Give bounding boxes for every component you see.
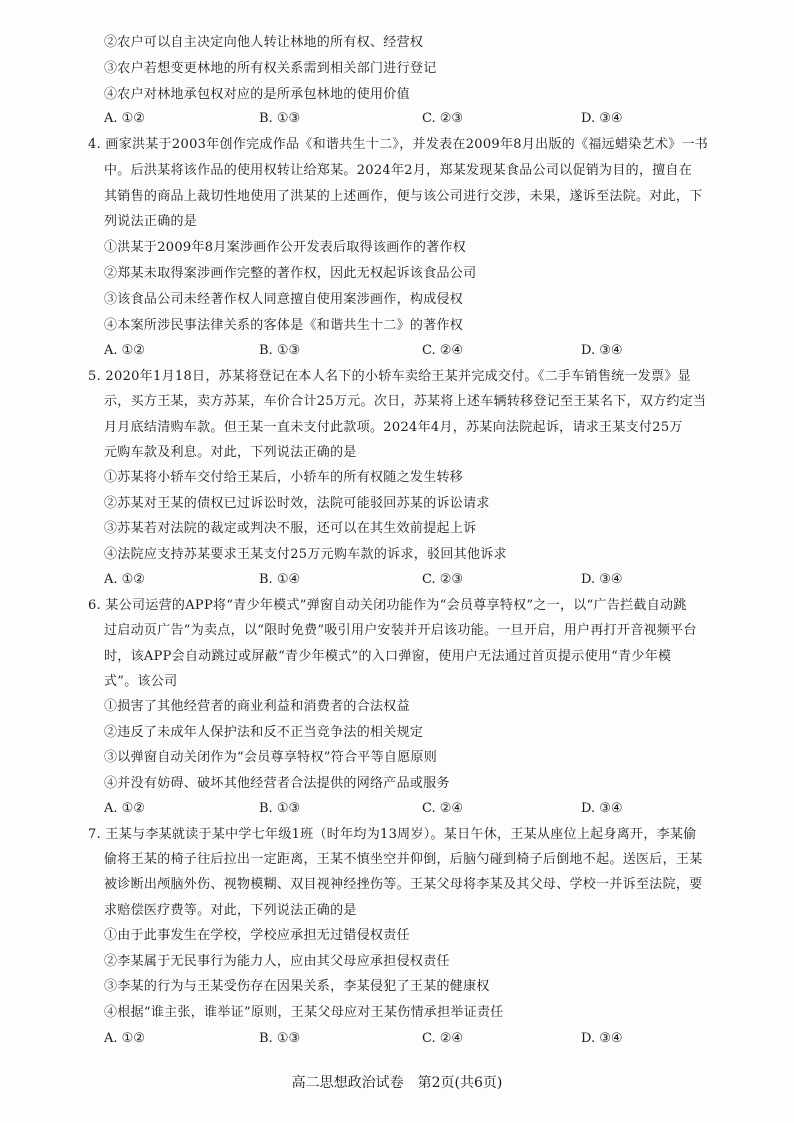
q4-option-c: C. ②④ <box>422 343 464 358</box>
q4-stem-line-3: 其销售的商品上裁切性地使用了洪某的上述画作，便与该公司进行交涉，未果，遂诉至法院。对此，下 <box>104 189 703 204</box>
q7-statement-4: ④根据“谁主张，谁举证”原则，王某父母应对王某伤情承担举证责任 <box>104 1005 504 1020</box>
q6-option-a: A. ①② <box>104 801 145 816</box>
q7-statement-3: ③李某的行为与王某受伤存在因果关系，李某侵犯了王某的健康权 <box>104 979 490 994</box>
q4-option-a: A. ①② <box>104 343 145 358</box>
q7-option-d: D. ③④ <box>581 1031 623 1046</box>
q6-stem-line-2: 过启动页广告”为卖点，以“限时免费”吸引用户安装并开启该功能。一旦开启，用户再打开音视频平台 <box>104 623 697 638</box>
q5-stem-line-2: 示，买方王某，卖方苏某，车价合计25万元。次日，苏某将上述车辆转移登记至王某名下，双方约定当 <box>104 394 707 409</box>
page-footer: 高二思想政治试卷 第2页(共6页) <box>291 1075 503 1091</box>
q4-statement-1: ①洪某于2009年8月案涉画作公开发表后取得该画作的著作权 <box>104 240 467 255</box>
q4-stem-line-2: 中。后洪某将该作品的使用权转让给郑某。2024年2月，郑某发现某食品公司以促销为目的，擅自在 <box>104 163 693 178</box>
q7-option-b: B. ①③ <box>259 1031 301 1046</box>
q5-option-c: C. ②③ <box>422 572 464 587</box>
q3-statement-2: ②农户可以自主决定向他人转让林地的所有权、经营权 <box>104 35 424 50</box>
q4-stem-line-1: 4. 画家洪某于2003年创作完成作品《和谐共生十二》，并发表在2009年8月出版的《福远蜡染艺术》一书 <box>88 137 709 152</box>
q7-stem-line-4: 求赔偿医疗费等。对此，下列说法正确的是 <box>104 903 357 918</box>
q6-statement-4: ④并没有妨碍、破坏其他经营者合法提供的网络产品或服务 <box>104 776 450 791</box>
q5-option-d: D. ③④ <box>581 572 623 587</box>
q6-statement-3: ③以弹窗自动关闭作为“会员尊享特权”符合平等自愿原则 <box>104 750 438 765</box>
q7-options <box>104 1030 744 1047</box>
q5-option-b: B. ①④ <box>259 572 301 587</box>
q3-option-d: D. ③④ <box>581 111 623 126</box>
q6-option-d: D. ③④ <box>581 801 623 816</box>
q3-option-c: C. ②③ <box>422 111 464 126</box>
q3-statement-4: ④农户对林地承包权对应的是所承包林地的使用价值 <box>104 87 410 102</box>
q7-statement-2: ②李某属于无民事行为能力人，应由其父母应承担侵权责任 <box>104 954 450 969</box>
q5-statement-4: ④法院应支持苏某要求王某支付25万元购车款的诉求，驳回其他诉求 <box>104 547 507 562</box>
q6-stem-line-1: 6. 某公司运营的APP将“青少年模式”弹窗自动关闭功能作为“会员尊享特权”之一，以“广告拦截自动跳 <box>88 598 687 613</box>
q6-options <box>104 800 744 817</box>
q4-options <box>104 342 744 359</box>
q4-option-d: D. ③④ <box>581 343 623 358</box>
q7-option-c: C. ②④ <box>422 1031 464 1046</box>
q5-statement-2: ②苏某对王某的债权已过诉讼时效，法院可能驳回苏某的诉讼请求 <box>104 496 490 511</box>
q6-stem-line-4: 式”。该公司 <box>104 674 178 689</box>
q5-options <box>104 571 744 588</box>
q5-statement-3: ③苏某若对法院的裁定或判决不服，还可以在其生效前提起上诉 <box>104 521 477 536</box>
q7-stem-line-1: 7. 王某与李某就读于某中学七年级1班（时年均为13周岁）。某日午休，王某从座位上起身离开，李某偷 <box>88 827 697 842</box>
q6-option-c: C. ②④ <box>422 801 464 816</box>
q5-stem-line-4: 元购车款及利息。对此，下列说法正确的是 <box>104 445 357 460</box>
q5-statement-1: ①苏某将小轿车交付给王某后，小轿车的所有权随之发生转移 <box>104 470 464 485</box>
q6-stem-line-3: 时，该APP会自动跳过或屏蔽“青少年模式”的入口弹窗，使用户无法通过首页提示使用“青少年模 <box>104 649 672 664</box>
q3-option-a: A. ①② <box>104 111 145 126</box>
q7-option-a: A. ①② <box>104 1031 145 1046</box>
q7-stem-line-3: 被诊断出颅脑外伤、视物模糊、双目视神经挫伤等。王某父母将李某及其父母、学校一并诉至法院，要 <box>104 877 703 892</box>
q7-statement-1: ①由于此事发生在学校，学校应承担无过错侵权责任 <box>104 928 410 943</box>
q6-statement-2: ②违反了未成年人保护法和反不正当竞争法的相关规定 <box>104 725 424 740</box>
q4-stem-line-4: 列说法正确的是 <box>104 214 198 229</box>
q5-stem-line-3: 月月底结清购车款。但王某一直未支付此款项。2024年4月，苏某向法院起诉，请求王某支付25万 <box>104 420 683 435</box>
q7-stem-line-2: 偷将王某的椅子往后拉出一定距离，王某不慎坐空并仰倒，后脑勺碰到椅子后倒地不起。送医后，王某 <box>104 852 703 867</box>
q6-option-b: B. ①③ <box>259 801 301 816</box>
q5-stem-line-1: 5. 2020年1月18日，苏某将登记在本人名下的小轿车卖给王某并完成交付。《二手车销售统一发票》显 <box>88 369 691 384</box>
q3-options <box>104 110 744 127</box>
q3-statement-3: ③农户若想变更林地的所有权关系需到相关部门进行登记 <box>104 61 437 76</box>
q3-option-b: B. ①③ <box>259 111 301 126</box>
q4-statement-2: ②郑某未取得案涉画作完整的著作权，因此无权起诉该食品公司 <box>104 266 477 281</box>
q6-statement-1: ①损害了其他经营者的商业利益和消费者的合法权益 <box>104 699 410 714</box>
q4-option-b: B. ①③ <box>259 343 301 358</box>
q4-statement-4: ④本案所涉民事法律关系的客体是《和谐共生十二》的著作权 <box>104 318 464 333</box>
q5-option-a: A. ①② <box>104 572 145 587</box>
q4-statement-3: ③该食品公司未经著作权人同意擅自使用案涉画作，构成侵权 <box>104 292 464 307</box>
